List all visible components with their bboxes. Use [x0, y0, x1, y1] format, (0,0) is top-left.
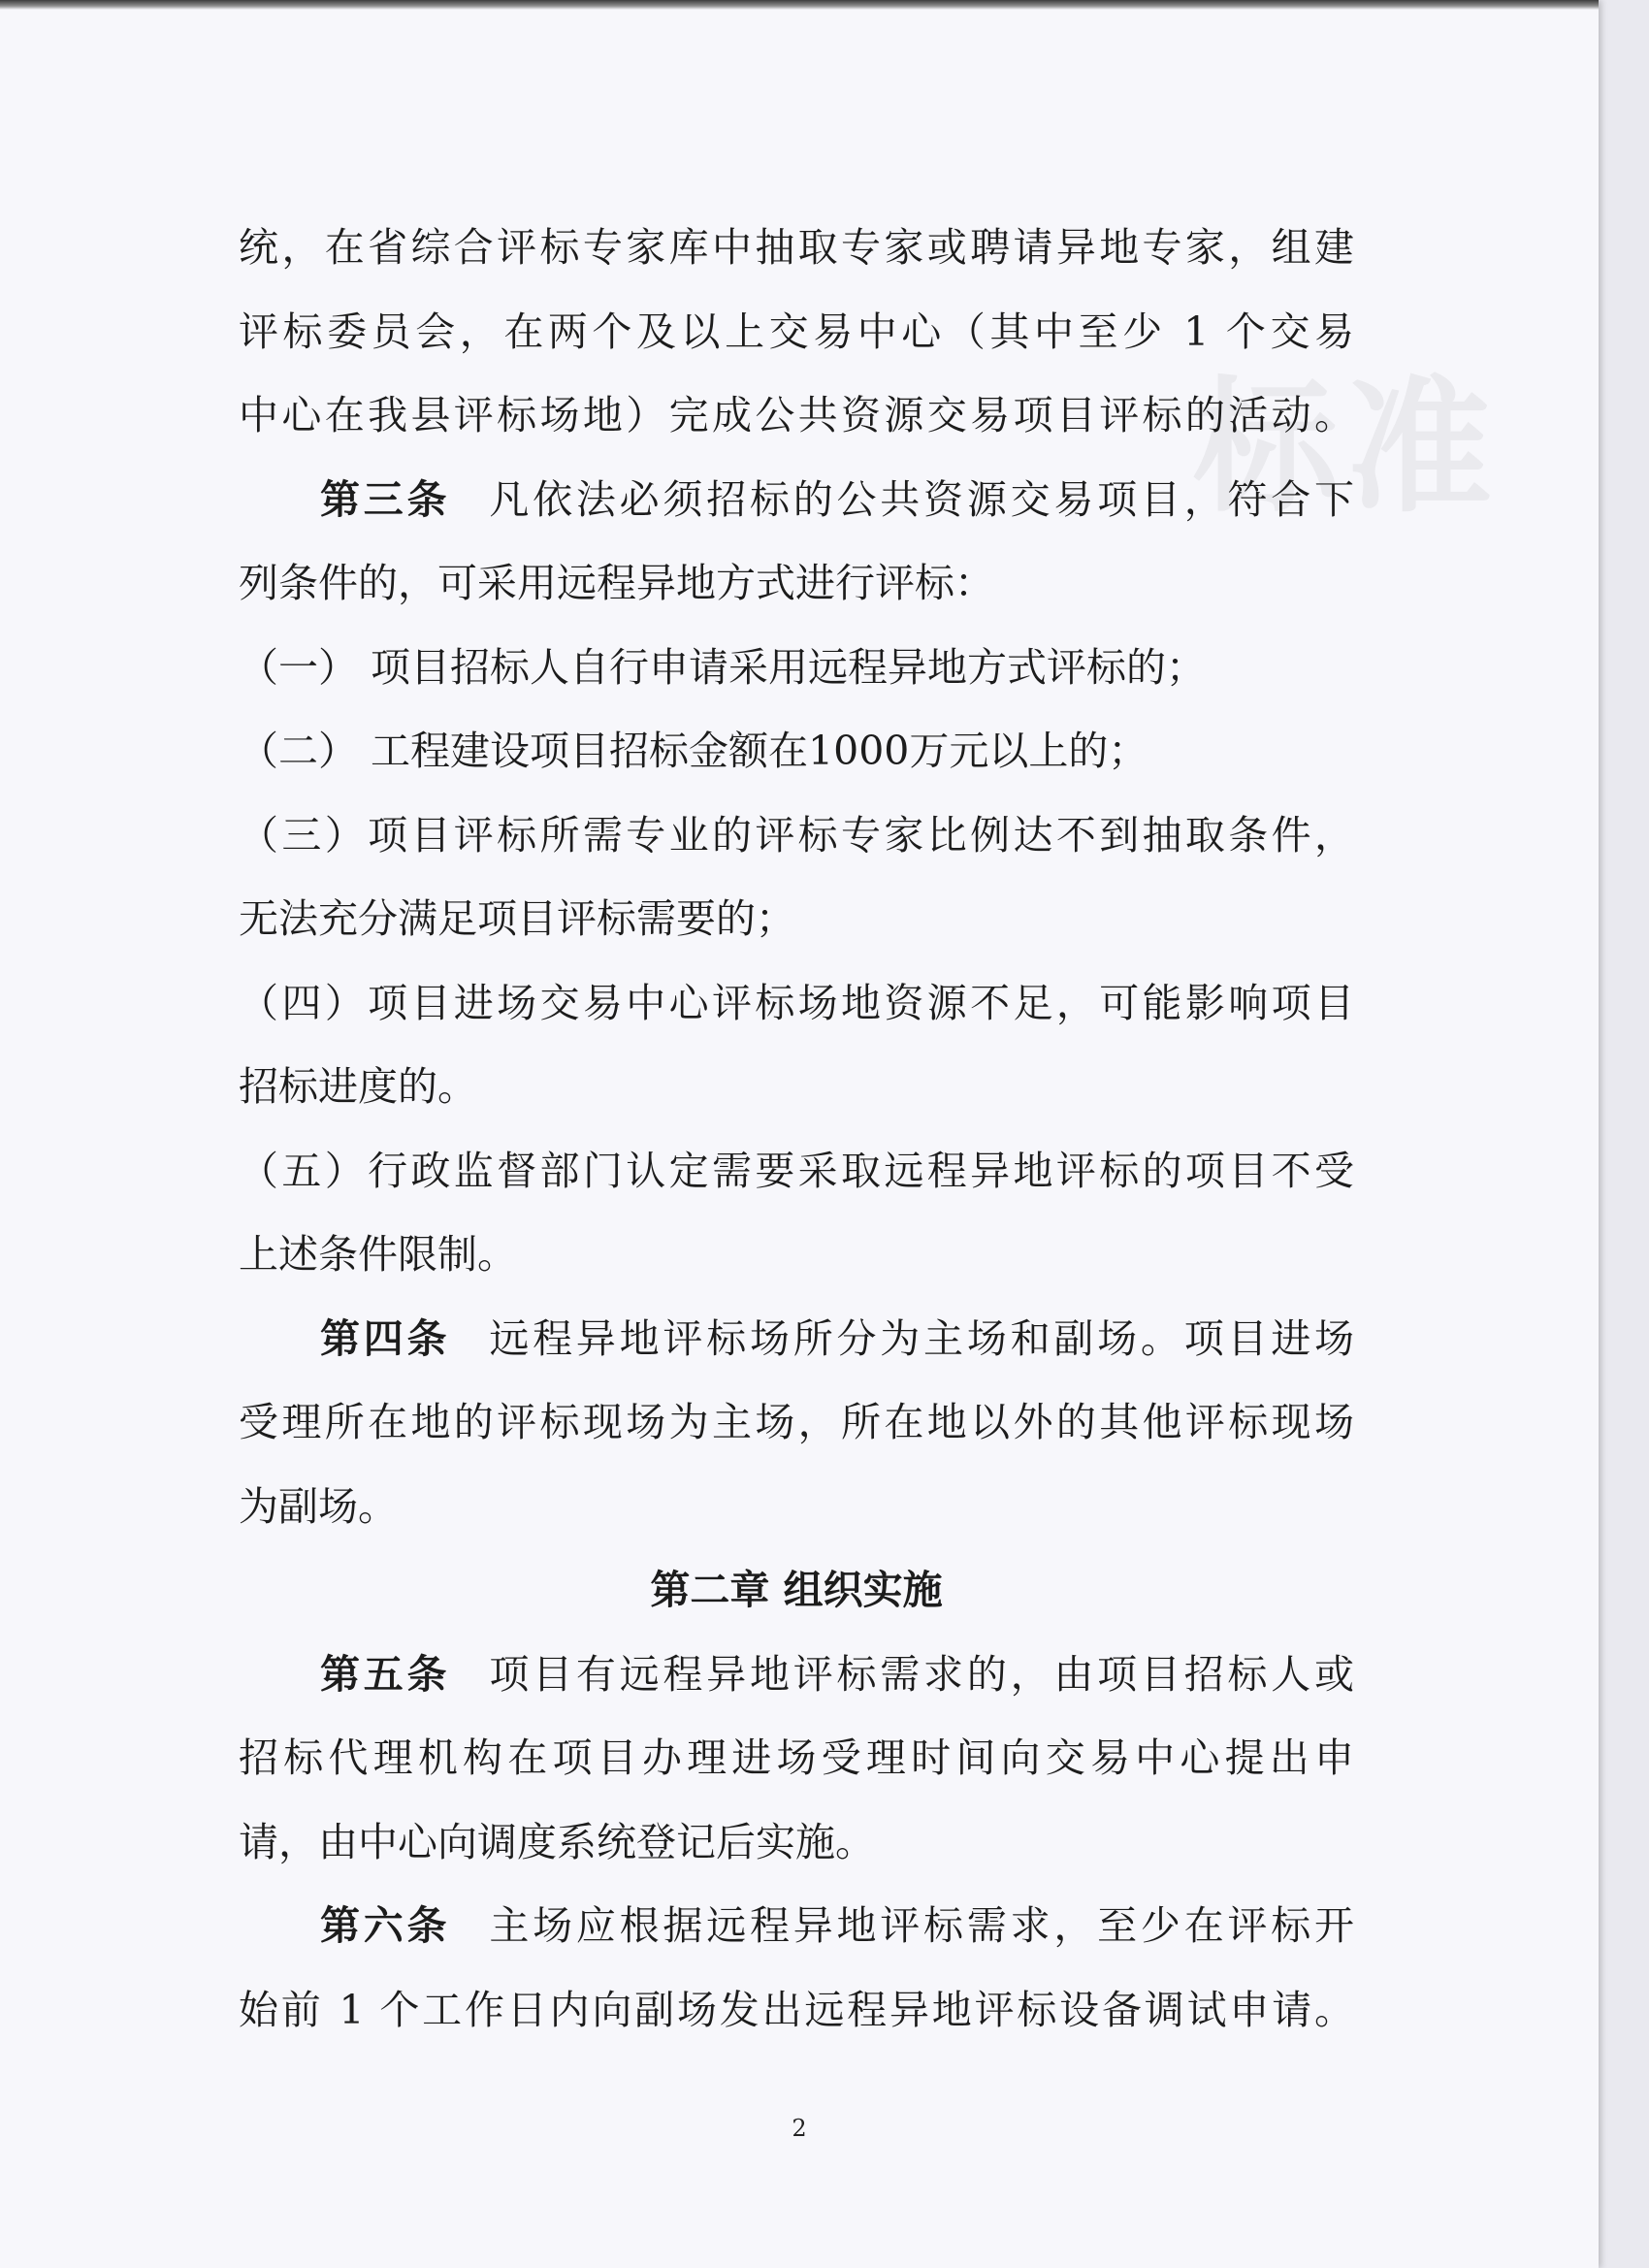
article-6-line	[239, 1884, 1354, 1968]
body-line: 招标进度的。	[239, 1063, 477, 1110]
article-4-line	[239, 1297, 1354, 1381]
body-line: 评标委员会，在两个及以上交易中心（其中至少 1 个交易	[239, 308, 1354, 355]
body-line: 中心在我县评标场地）完成公共资源交易项目评标的活动。	[239, 392, 1354, 438]
show-through-text: 标准	[1193, 362, 1501, 533]
list-item-3: （三）项目评标所需专业的评标专家比例达不到抽取条件，	[239, 811, 1354, 859]
body-line: 上述条件限制。	[239, 1231, 517, 1278]
body-line: 无法充分满足项目评标需要的；	[239, 895, 795, 942]
chapter-heading	[239, 1548, 1354, 1633]
scan-top-edge	[0, 0, 1599, 10]
body-line: 凡依法必须招标的公共资源交易项目，符合下	[489, 475, 1354, 523]
article-5-line	[239, 1633, 1354, 1717]
article-5-heading: 第五条	[320, 1650, 451, 1698]
chapter-2-title: 第二章 组织实施	[650, 1567, 943, 1613]
body-line: 为副场。	[239, 1482, 398, 1530]
document-body	[239, 206, 1354, 2052]
article-4-heading: 第四条	[320, 1314, 451, 1362]
article-6-heading: 第六条	[320, 1902, 451, 1949]
body-line: 统，在省综合评标专家库中抽取专家或聘请异地专家，组建	[239, 224, 1354, 271]
body-line: 项目有远程异地评标需求的，由项目招标人或	[489, 1650, 1354, 1698]
page-number: 2	[792, 2115, 807, 2142]
article-3-line	[239, 458, 1354, 542]
body-line: 请，由中心向调度系统登记后实施。	[239, 1818, 875, 1865]
body-line: 招标代理机构在项目办理进场受理时间向交易中心提出申	[239, 1734, 1354, 1781]
body-line: 始前 1 个工作日内向副场发出远程异地评标设备调试申请。	[239, 1986, 1354, 2033]
body-line: 主场应根据远程异地评标需求，至少在评标开	[489, 1902, 1354, 1949]
body-line: 列条件的，可采用远程异地方式进行评标：	[239, 560, 994, 606]
body-line: 受理所在地的评标现场为主场，所在地以外的其他评标现场	[239, 1399, 1354, 1445]
body-line: 远程异地评标场所分为主场和副场。项目进场	[489, 1314, 1354, 1362]
list-item-1: （一） 项目招标人自行申请采用远程异地方式评标的；	[239, 643, 1207, 691]
list-item-5: （五）行政监督部门认定需要采取远程异地评标的项目不受	[239, 1147, 1354, 1194]
article-3-heading: 第三条	[320, 475, 451, 523]
list-item-4: （四）项目进场交易中心评标场地资源不足，可能影响项目	[239, 979, 1354, 1026]
list-item-2: （二） 工程建设项目招标金额在1000万元以上的；	[239, 728, 1148, 774]
